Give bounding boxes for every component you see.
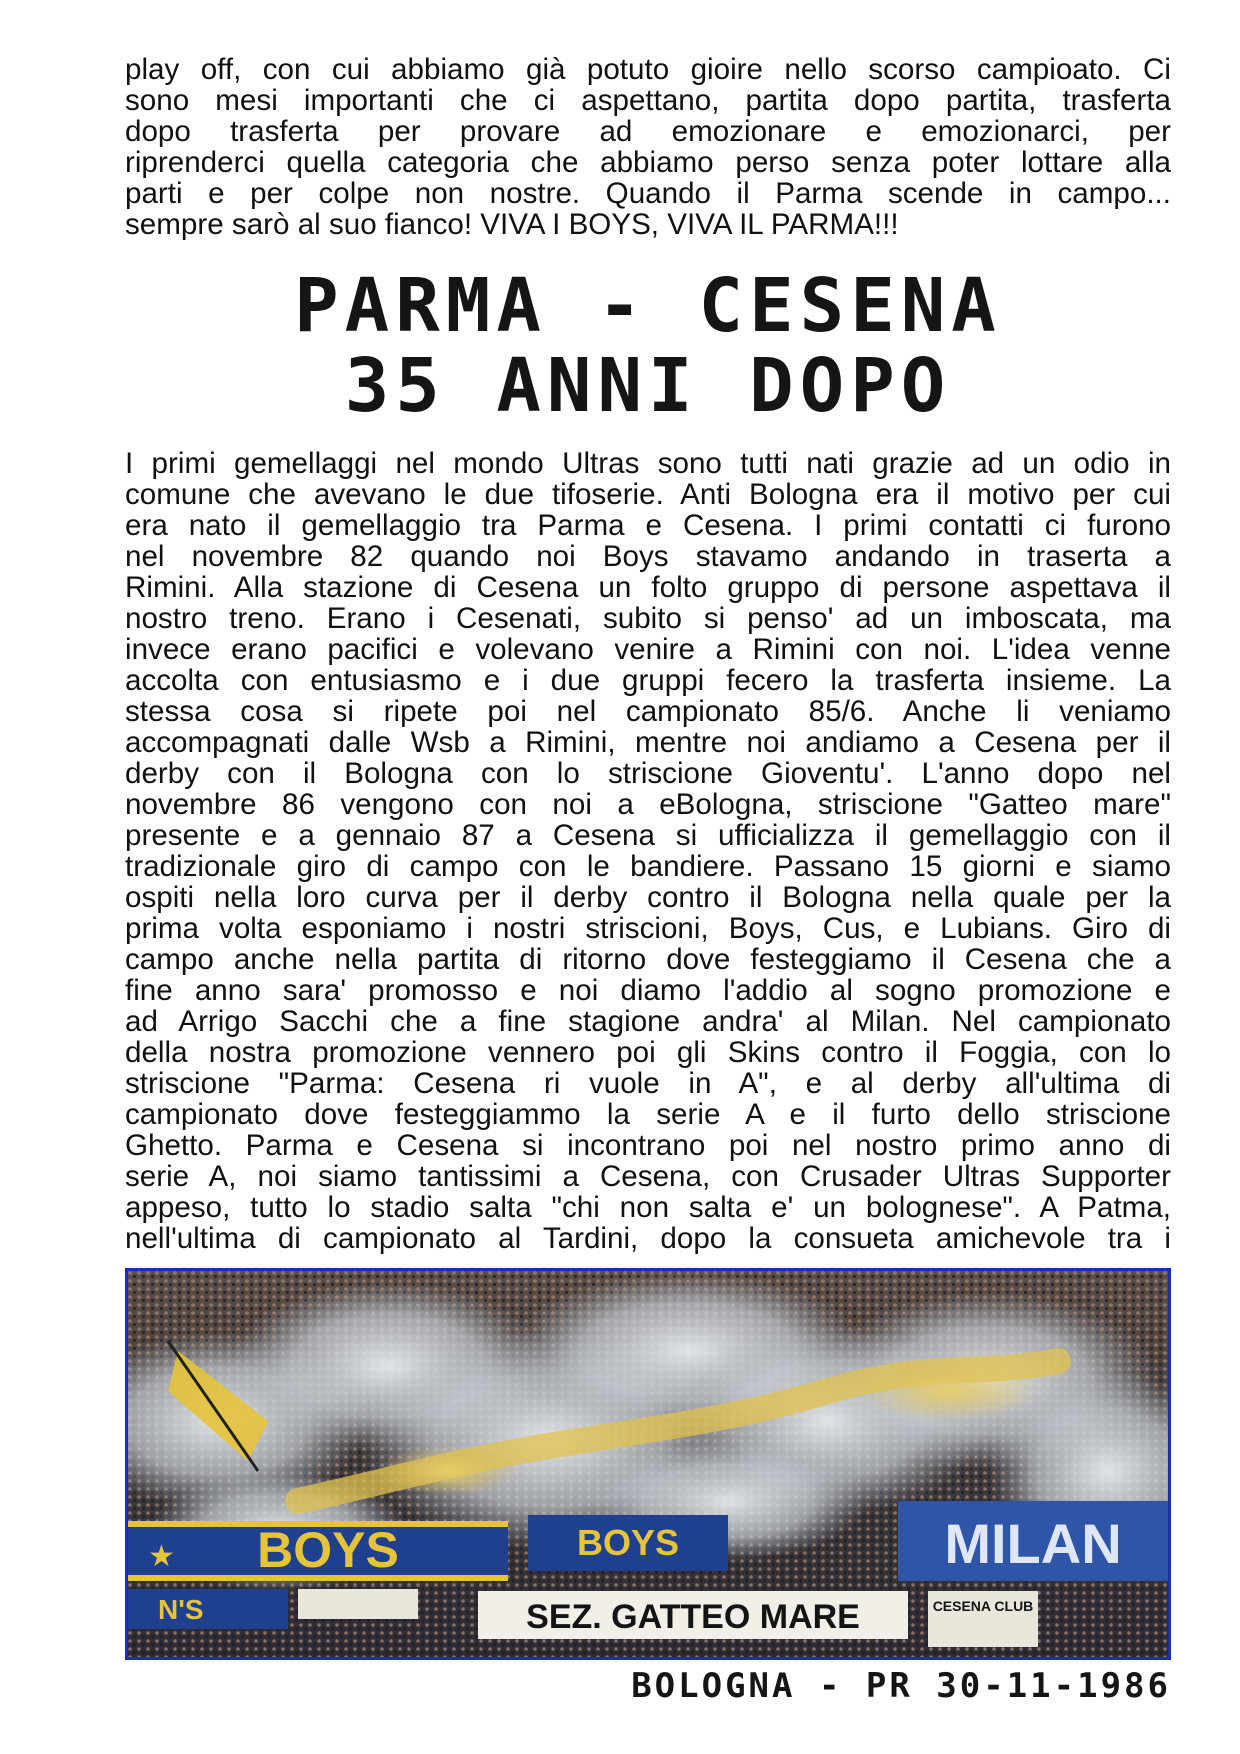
banner-left-text: N'S xyxy=(158,1594,204,1625)
intro-line: sempre sarò al suo fianco! VIVA I BOYS, VIVA IL PARMA!!! xyxy=(125,209,899,240)
banner-cesena-club-text: CESENA CLUB xyxy=(932,1598,1034,1614)
article-line: serie A, noi siamo tantissimi a Cesena, con Crusader Ultras Supporter xyxy=(125,1161,1171,1192)
article-line: derby con il Bologna con lo striscione Gioventu'. L'anno dopo nel xyxy=(125,758,1171,789)
article-line: nel novembre 82 quando noi Boys stavamo andando in traserta a xyxy=(125,541,1171,572)
article-line: novembre 86 vengono con noi a eBologna, striscione "Gatteo mare" xyxy=(125,789,1171,820)
article-line: tradizionale giro di campo con le bandiere. Passano 15 giorni e siamo xyxy=(125,851,1171,882)
article-line: invece erano pacifici e volevano venire a Rimini con noi. L'idea venne xyxy=(125,634,1171,665)
stadium-photo xyxy=(125,1268,1171,1660)
article-line: Rimini. Alla stazione di Cesena un folto gruppo di persone aspettava il xyxy=(125,572,1171,603)
article-line: I primi gemellaggi nel mondo Ultras sono tutti nati grazie ad un odio in xyxy=(125,448,1171,479)
article-headline xyxy=(125,263,1171,429)
intro-line: play off, con cui abbiamo già potuto gioire nello scorso campioato. Ci xyxy=(125,54,1171,85)
article-body xyxy=(125,448,1171,1254)
headline-line-2: 35 ANNI DOPO xyxy=(344,343,952,429)
article-line: era nato il gemellaggio tra Parma e Cesena. I primi contatti ci furono xyxy=(125,510,1171,541)
intro-line: riprenderci quella categoria che abbiamo perso senza poter lottare alla xyxy=(125,147,1171,178)
headline-line-1: PARMA - CESENA xyxy=(294,263,1002,349)
article-line: stessa cosa si ripete poi nel campionato 85/6. Anche li veniamo xyxy=(125,696,1171,727)
article-line: prima volta esponiamo i nostri striscioni, Boys, Cus, e Lubians. Giro di xyxy=(125,913,1171,944)
article-line: appeso, tutto lo stadio salta "chi non salta e' un bolognese". A Patma, xyxy=(125,1192,1171,1223)
banner-boys-small-text: BOYS xyxy=(576,1522,680,1563)
article-line: striscione "Parma: Cesena ri vuole in A", e al derby all'ultima di xyxy=(125,1068,1171,1099)
intro-line: sono mesi importanti che ci aspettano, partita dopo partita, trasferta xyxy=(125,85,1171,116)
article-line: fine anno sara' promosso e noi diamo l'addio al sogno promozione e xyxy=(125,975,1171,1006)
article-line: campo anche nella partita di ritorno dove festeggiamo il Cesena che a xyxy=(125,944,1171,975)
article-line: nostro treno. Erano i Cesenati, subito si penso' ad un imboscata, ma xyxy=(125,603,1171,634)
article-line: nell'ultima di campionato al Tardini, dopo la consueta amichevole tra i xyxy=(125,1223,1171,1254)
page-content xyxy=(125,54,1171,1706)
stadium-photo-illustration xyxy=(128,1271,1168,1657)
photo-caption: BOLOGNA - PR 30-11-1986 xyxy=(631,1666,1171,1706)
star-icon: ★ xyxy=(148,1539,175,1574)
banner-boys-text: BOYS xyxy=(257,1522,399,1578)
article-line: ad Arrigo Sacchi che a fine stagione andra' al Milan. Nel campionato xyxy=(125,1006,1171,1037)
article-line: comune che avevano le due tifoserie. Anti Bologna era il motivo per cui xyxy=(125,479,1171,510)
article-line: presente e a gennaio 87 a Cesena si ufficializza il gemellaggio con il xyxy=(125,820,1171,851)
article-line: Ghetto. Parma e Cesena si incontrano poi nel nostro primo anno di xyxy=(125,1130,1171,1161)
article-line: della nostra promozione vennero poi gli Skins contro il Foggia, con lo xyxy=(125,1037,1171,1068)
banner-gatteo-text: SEZ. GATTEO MARE xyxy=(526,1598,860,1636)
article-line: accompagnati dalle Wsb a Rimini, mentre noi andiamo a Cesena per il xyxy=(125,727,1171,758)
article-line: accolta con entusiasmo e i due gruppi fecero la trasferta insieme. La xyxy=(125,665,1171,696)
intro-paragraph xyxy=(125,54,1171,240)
banner-milan-text: MILAN xyxy=(944,1512,1122,1575)
article-line: ospiti nella loro curva per il derby contro il Bologna nella quale per la xyxy=(125,882,1171,913)
intro-line: parti e per colpe non nostre. Quando il Parma scende in campo... xyxy=(125,178,1171,209)
article-line: campionato dove festeggiammo la serie A e il furto dello striscione xyxy=(125,1099,1171,1130)
intro-line: dopo trasferta per provare ad emozionare e emozionarci, per xyxy=(125,116,1171,147)
